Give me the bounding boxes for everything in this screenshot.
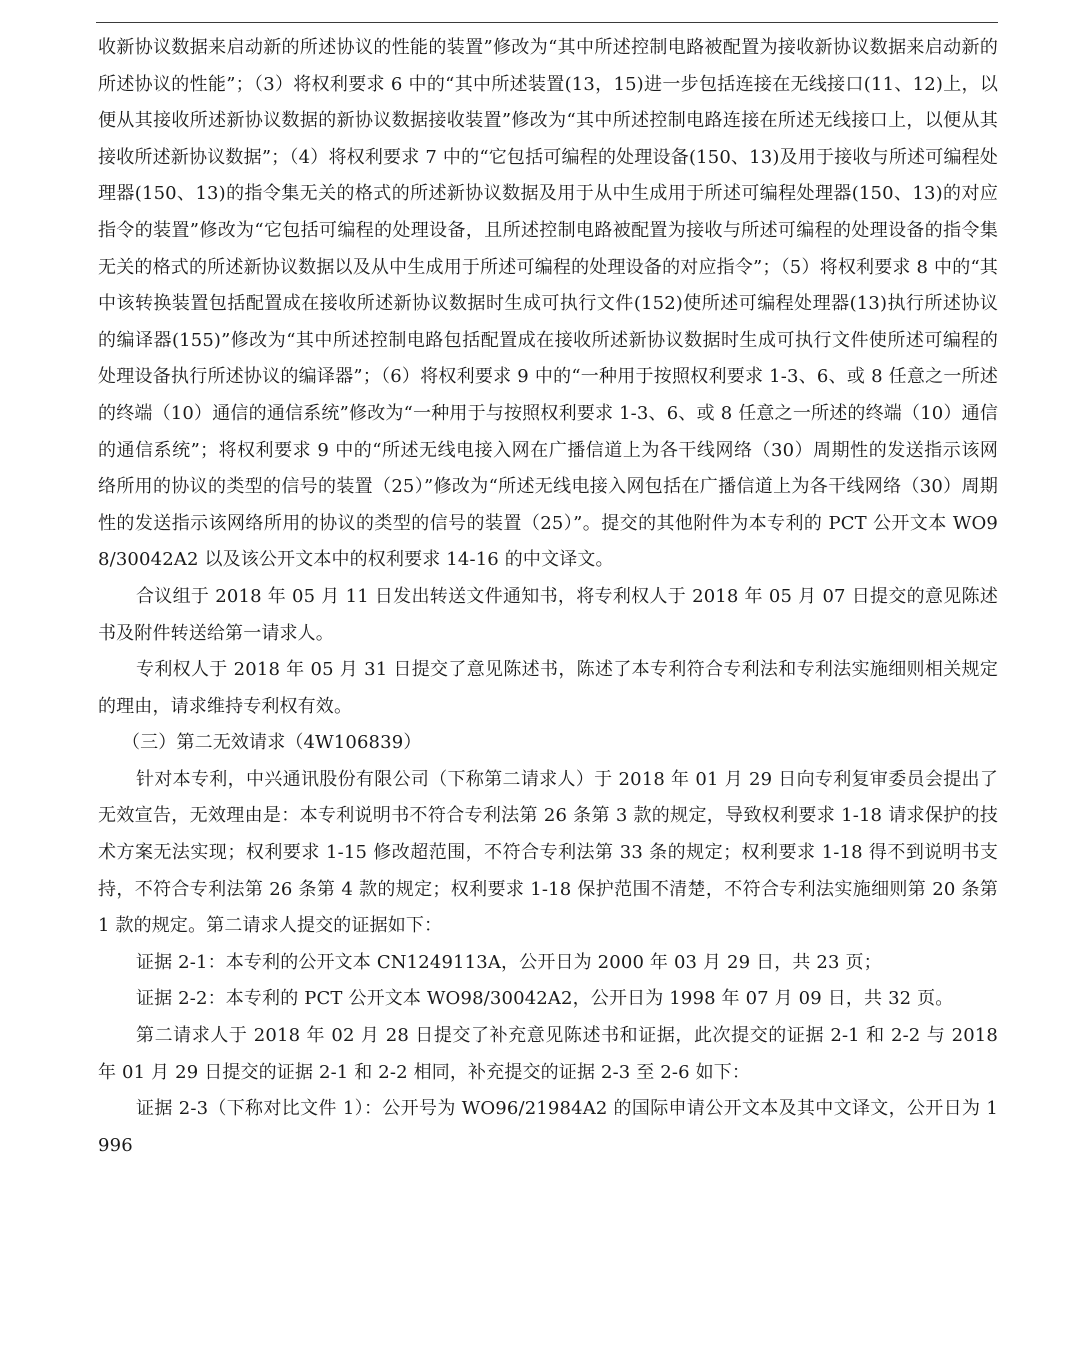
paragraph-claim-amendments: 收新协议数据来启动新的所述协议的性能的装置”修改为“其中所述控制电路被配置为接收新协议数据来启动新的所述协议的性能”；（3）将权利要求 6 中的“其中所述装置(13，15)进一步包括连接在无线接口(11、12)上，以便从其接收所述新协议数据的新协议数据接收装置”修改为“其中所述控制电路连接在所述无线接口上，以便从其接收所述新协议数据”；（4）将权利要求 7 中的“它包括可编程的处理设备(150、13)及用于接收与所述可编程处理器(150、13)的指令集无关的格式的所述新协议数据及用于从中生成用于所述可编程处理器(150、13)的对应指令的装置”修改为“它包括可编程的处理设备，且所述控制电路被配置为接收与所述可编程的处理设备的指令集无关的格式的所述新协议数据以及从中生成用于所述可编程的处理设备的对应指令”；（5）将权利要求 8 中的“其中该转换装置包括配置成在接收所述新协议数据时生成可执行文件(152)使所述可编程处理器(13)执行所述协议的编译器(155)”修改为“其中所述控制电路包括配置成在接收所述新协议数据时生成可执行文件使所述可编程的处理设备执行所述协议的编译器”；（6）将权利要求 9 中的“一种用于按照权利要求 1-3、6、或 8 任意之一所述的终端（10）通信的通信系统”修改为“一种用于与按照权利要求 1-3、6、或 8 任意之一所述的终端（10）通信的通信系统”；将权利要求 9 中的“所述无线电接入网在广播信道上为各干线网络（30）周期性的发送指示该网络所用的协议的类型的信号的装置（25）”修改为“所述无线电接入网包括在广播信道上为各干线网络（30）周期性的发送指示该网络所用的协议的类型的信号的装置（25）”。提交的其他附件为本专利的 PCT 公开文本 WO98/30042A2 以及该公开文本中的权利要求 14-16 的中文译文。 (98, 37, 998, 571)
paragraph-evidence-2-1: 证据 2-1：本专利的公开文本 CN1249113A，公开日为 2000 年 03 月 29 日，共 23 页； (136, 951, 882, 973)
paragraph-patentee-statement: 专利权人于 2018 年 05 月 31 日提交了意见陈述书，陈述了本专利符合专利法和专利法实施细则相关规定的理由，请求维持专利权有效。 (98, 659, 998, 717)
section-heading-second-request: （三）第二无效请求（4W106839） (122, 732, 422, 754)
header-rule (96, 22, 998, 23)
paragraph-transfer-notice: 合议组于 2018 年 05 月 11 日发出转送文件通知书，将专利权人于 2018 年 05 月 07 日提交的意见陈述书及附件转送给第一请求人。 (98, 585, 998, 644)
paragraph-invalidation-grounds: 针对本专利，中兴通讯股份有限公司（下称第二请求人）于 2018 年 01 月 29 日向专利复审委员会提出了无效宣告，无效理由是：本专利说明书不符合专利法第 26 条第 3 款的规定，导致权利要求 1-18 请求保护的技术方案无法实现；权利要求 1-15 修改超范围，不符合专利法第 33 条的规定；权利要求 1-18 得不到说明书支持，不符合专利法第 26 条第 4 款的规定；权利要求 1-18 保护范围不清楚，不符合专利法实施细则第 20 条第 1 款的规定。第二请求人提交的证据如下： (98, 768, 998, 937)
document-body (98, 30, 998, 1164)
paragraph-supplementary-evidence: 第二请求人于 2018 年 02 月 28 日提交了补充意见陈述书和证据，此次提交的证据 2-1 和 2-2 与 2018 年 01 月 29 日提交的证据 2-1 和 2-2 相同，补充提交的证据 2-3 至 2-6 如下： (98, 1025, 998, 1083)
paragraph-evidence-2-3: 证据 2-3（下称对比文件 1）：公开号为 WO96/21984A2 的国际申请公开文本及其中文译文，公开日为 1996 (98, 1098, 998, 1156)
paragraph-evidence-2-2: 证据 2-2：本专利的 PCT 公开文本 WO98/30042A2，公开日为 1998 年 07 月 09 日，共 32 页。 (136, 988, 954, 1010)
